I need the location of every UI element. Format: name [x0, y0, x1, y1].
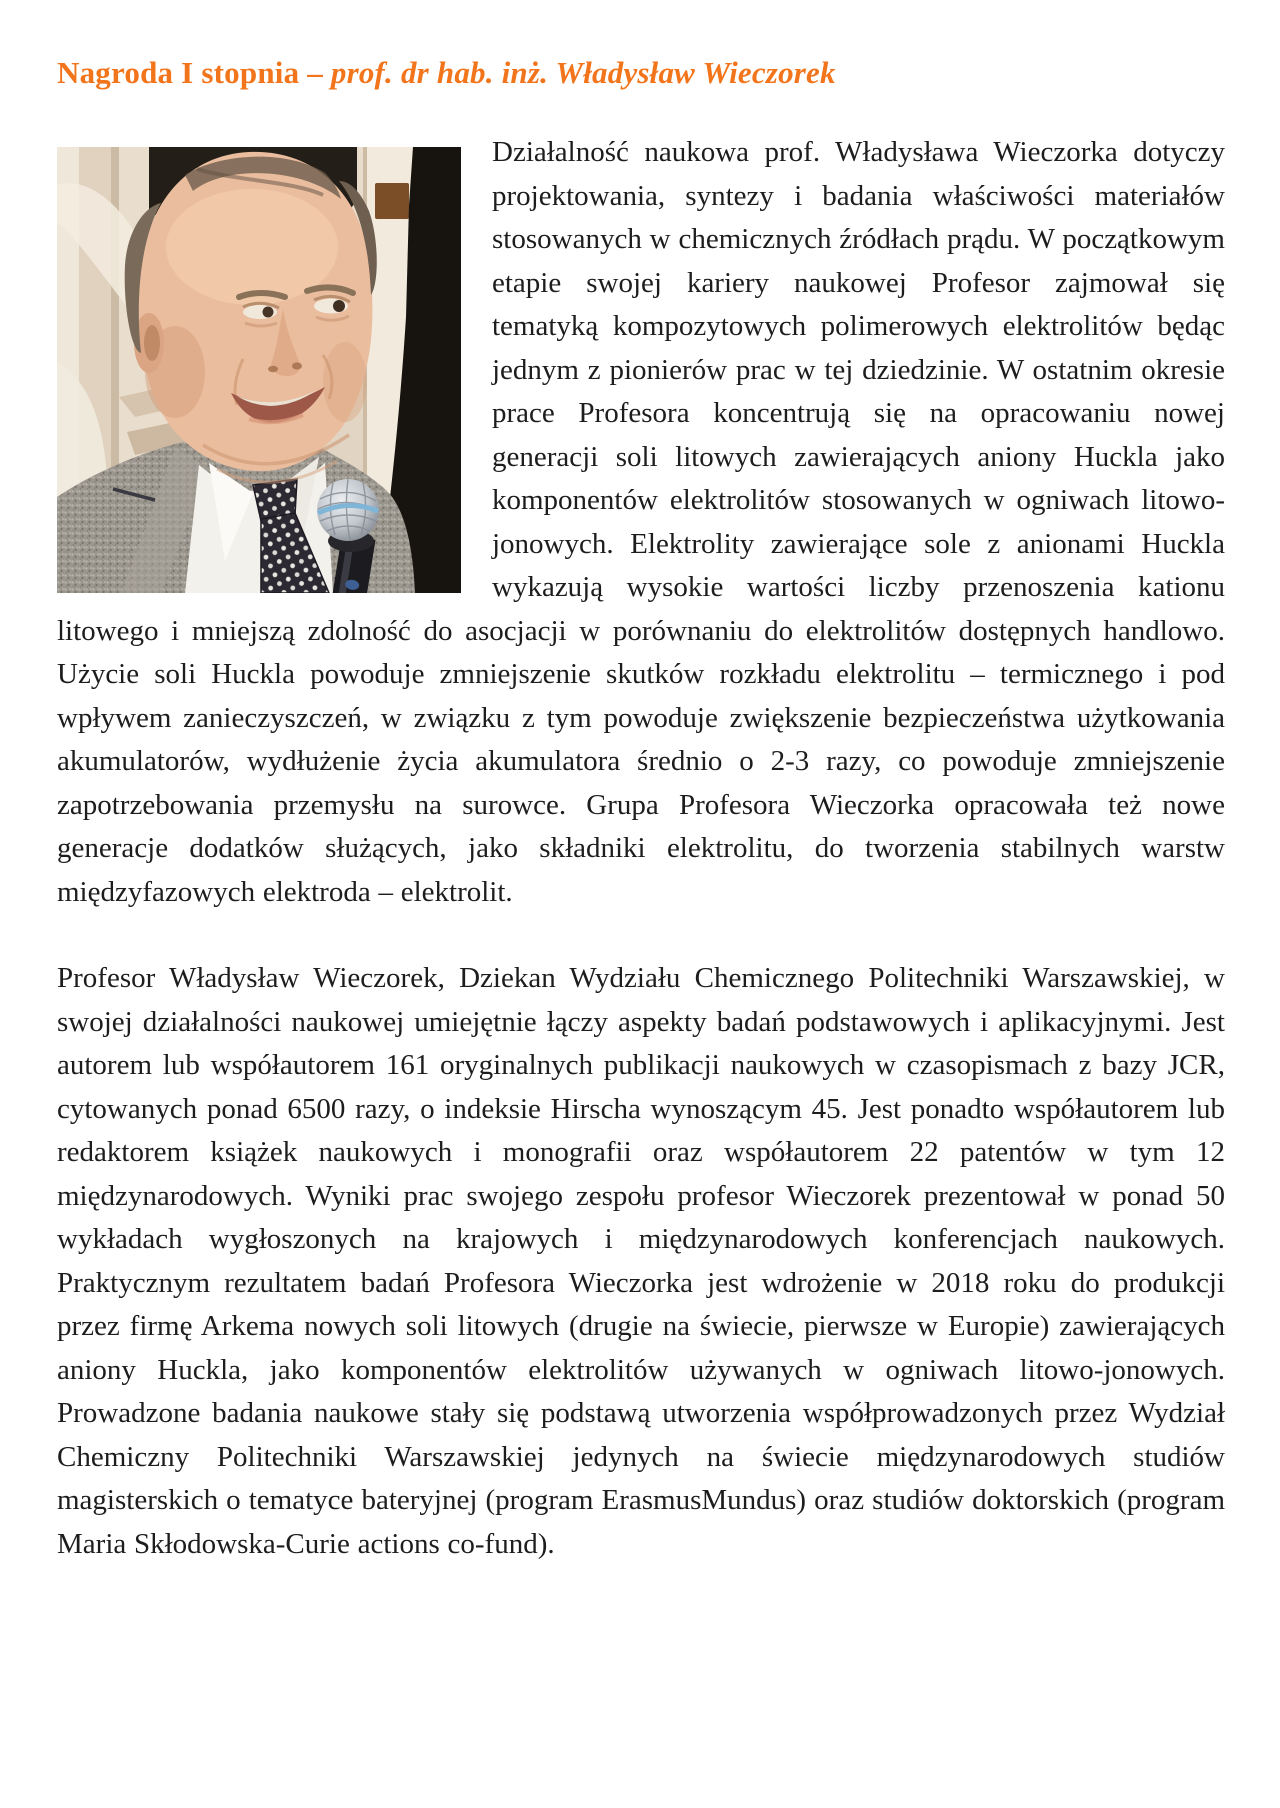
award-heading-prefix: Nagroda I stopnia – — [57, 55, 331, 90]
paragraph-achievements — [57, 957, 1225, 1566]
award-laureate-name: prof. dr hab. inż. Władysław Wieczorek — [330, 55, 836, 90]
professor-photo-illustration — [57, 147, 461, 593]
award-heading — [57, 54, 1225, 91]
paragraph-research-text: Działalność naukowa prof. Władysława Wieczorka dotyczy projektowania, syntezy i badania właściwości materiałów stosowanych w chemicznych źródłach prądu. W początkowym etapie swojej kariery naukowej Profesor zajmował się tematyką kompozytowych polimerowych elektrolitów będąc jednym z pionierów prac w tej dziedzinie. W ostatnim okresie prace Profesora koncentrują się na opracowaniu nowej generacji soli litowych zawierających aniony Huckla jako komponentów elektrolitów stosowanych w ogniwach litowo-jonowych. Elektrolity zawierające sole z anionami Huckla wykazują wysokie wartości liczby przenoszenia kationu litowego i mniejszą zdolność do asocjacji w porównaniu do elektrolitów dostępnych handlowo. Użycie soli Huckla powoduje zmniejszenie skutków rozkładu elektrolitu – termicznego i pod wpływem zanieczyszczeń, w związku z tym powoduje zwiększenie bezpieczeństwa użytkowania akumulatorów, wydłużenie życia akumulatora średnio o 2-3 razy, co powoduje zmniejszenie zapotrzebowania przemysłu na surowce. Grupa Profesora Wieczorka opracowała też nowe generacje dodatków służących, jako składniki elektrolitu, do tworzenia stabilnych warstw międzyfazowych elektroda – elektrolit. — [57, 136, 1225, 908]
professor-photo — [57, 147, 461, 593]
paragraph-achievements-text: Profesor Władysław Wieczorek, Dziekan Wydziału Chemicznego Politechniki Warszawskiej, w swojej działalności naukowej umiejętnie łączy aspekty badań podstawowych i aplikacyjnymi. Jest autorem lub współautorem 161 oryginalnych publikacji naukowych w czasopismach z bazy JCR, cytowanych ponad 6500 razy, o indeksie Hirscha wynoszącym 45. Jest ponadto współautorem lub redaktorem książek naukowych i monografii oraz współautorem 22 patentów w tym 12 międzynarodowych. Wyniki prac swojego zespołu profesor Wieczorek prezentował w ponad 50 wykładach wygłoszonych na krajowych i międzynarodowych konferencjach naukowych. Praktycznym rezultatem badań Profesora Wieczorka jest wdrożenie w 2018 roku do produkcji przez firmę Arkema nowych soli litowych (drugie na świecie, pierwsze w Europie) zawierających aniony Huckla, jako komponentów elektrolitów używanych w ogniwach litowo-jonowych. Prowadzone badania naukowe stały się podstawą utworzenia współprowadzonych przez Wydział Chemiczny Politechniki Warszawskiej jedynych na świecie międzynarodowych studiów magisterskich o tematyce bateryjnej (program ErasmusMundus) oraz studiów doktorskich (program Maria Skłodowska-Curie actions co-fund). — [57, 962, 1225, 1560]
